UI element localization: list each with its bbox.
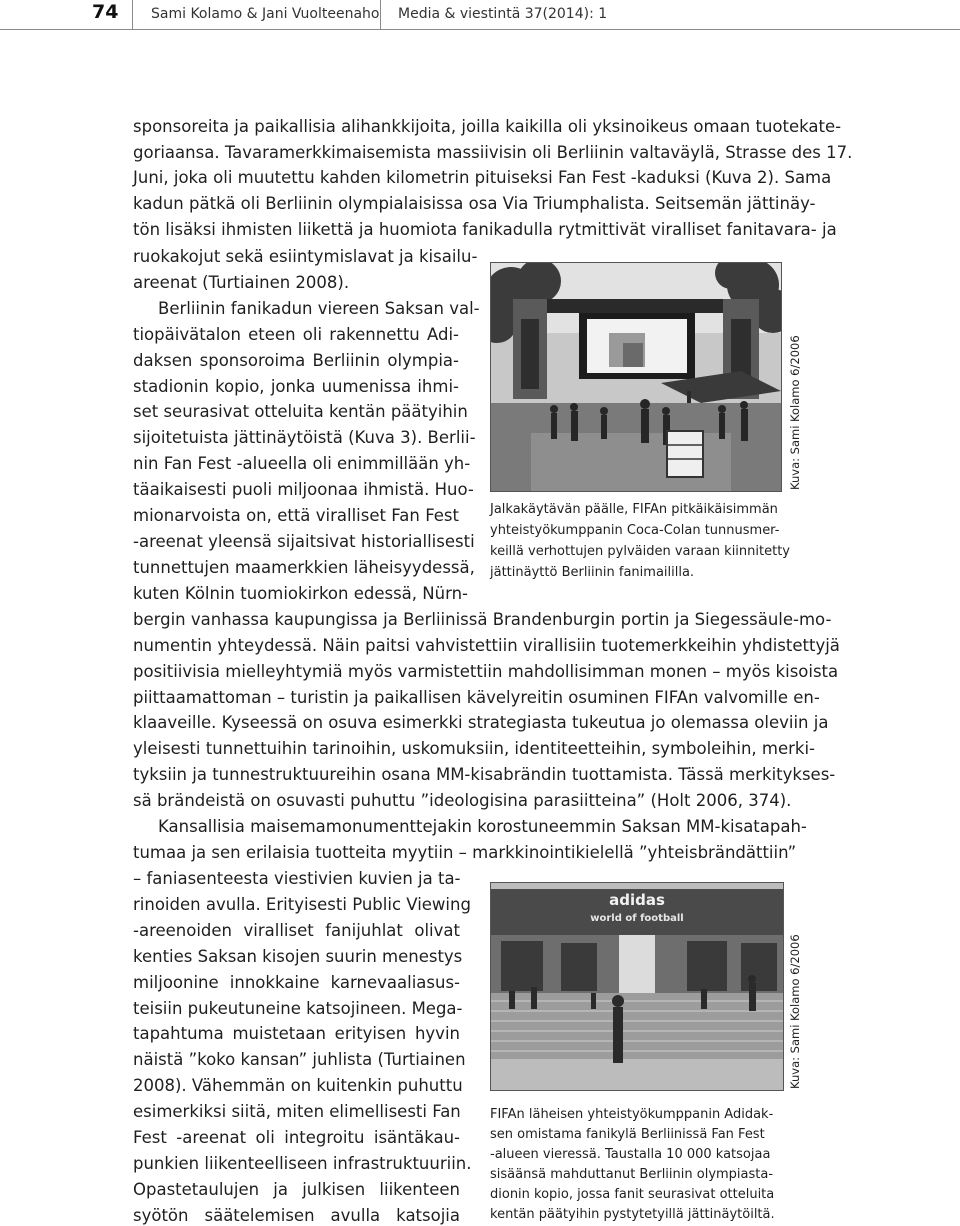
photo-credit: Kuva: Sami Kolamo 6/2006 <box>788 335 802 490</box>
photo-credit: Kuva: Sami Kolamo 6/2006 <box>788 934 802 1089</box>
figure-caption-line: sen omistama fanikylä Berliinissä Fan Fest <box>490 1127 765 1142</box>
text-line: rinoiden avulla. Erityisesti Public Viewing <box>133 895 471 914</box>
text-line: sijoitetuista jättinäytöistä (Kuva 3). Berlii- <box>133 428 476 447</box>
text-line: näistä ”koko kansan” juhlista (Turtiainen <box>133 1050 466 1069</box>
text-line: kadun pätkä oli Berliinin olympialaisissa osa Via Triumphalista. Seitsemän jättinäy- <box>133 194 816 213</box>
text-line: tön lisäksi ihmisten liikettä ja huomiota fanikadulla rytmittivät viralliset fanitavara- ja <box>133 220 837 239</box>
photo-adidas-fan-village <box>490 882 784 1091</box>
figure-caption-line: keillä verhottujen pylväiden varaan kiinnitetty <box>490 544 790 559</box>
text-line: yleisesti tunnettuihin tarinoihin, uskomuksiin, identiteetteihin, symboleihin, merki- <box>133 739 816 758</box>
text-line: sponsoreita ja paikallisia alihankkijoita, joilla kaikilla oli yksinoikeus omaan tuotekate- <box>133 117 842 136</box>
header-authors: Sami Kolamo & Jani Vuolteenaho <box>151 6 380 22</box>
figure-caption-line: kentän päätyihin pystytetyillä jättinäytöiltä. <box>490 1207 775 1222</box>
header-divider <box>380 0 381 30</box>
text-line: 2008). Vähemmän on kuitenkin puhuttu <box>133 1076 463 1095</box>
text-line: numentin yhteydessä. Näin paitsi vahvistettiin virallisiin tuotemerkkeihin yhdistettyjä <box>133 636 840 655</box>
text-line: kenties Saksan kisojen suurin menestys <box>133 947 463 966</box>
text-line: daksen sponsoroima Berliinin olympia- <box>133 351 459 370</box>
header-journal: Media & viestintä 37(2014): 1 <box>398 6 608 22</box>
text-line: positiivisia mielleyhtymiä myös varmistettiin mahdollisimman monen – myös kisoista <box>133 662 839 681</box>
text-line: klaaveille. Kyseessä on osuva esimerkki strategiasta tukeutua jo olemassa oleviin ja <box>133 713 829 732</box>
text-line: täaikaisesti puoli miljoonaa ihmistä. Huo- <box>133 480 474 499</box>
text-line: goriaansa. Tavaramerkkimaisemista massiivisin oli Berliinin valtaväylä, Strasse des 17. <box>133 143 853 162</box>
figure-caption-line: jättinäyttö Berliinin fanimaililla. <box>490 565 695 580</box>
text-line: ruokakojut sekä esiintymislavat ja kisailu- <box>133 247 478 266</box>
text-line: punkien liikenteelliseen infrastruktuuriin. <box>133 1154 472 1173</box>
text-line: syötön säätelemisen avulla katsojia <box>133 1206 460 1225</box>
header-rule <box>0 29 960 30</box>
header-divider <box>132 0 133 30</box>
running-header <box>0 0 960 30</box>
sign-subtitle-text: world of football <box>590 913 684 924</box>
text-line: stadionin kopio, jonka uumenissa ihmi- <box>133 377 459 396</box>
text-line: nin Fan Fest -alueella oli enimmillään yh- <box>133 454 471 473</box>
text-line: mionarvoista on, että viralliset Fan Fest <box>133 506 459 525</box>
figure-caption-line: -alueen vieressä. Taustalla 10 000 katsojaa <box>490 1147 771 1162</box>
text-line: esimerkiksi siitä, miten elimellisesti Fan <box>133 1102 461 1121</box>
text-line: bergin vanhassa kaupungissa ja Berliinissä Brandenburgin portin ja Siegessäule-mo- <box>133 610 832 629</box>
text-line: Berliinin fanikadun viereen Saksan val- <box>158 299 480 318</box>
text-line: tapahtuma muistetaan erityisen hyvin <box>133 1024 460 1043</box>
sign-brand-text: adidas <box>609 891 665 909</box>
text-line: -areenat yleensä sijaitsivat historiallisesti <box>133 532 475 551</box>
text-line: tunnettujen maamerkkien läheisyydessä, <box>133 558 475 577</box>
text-line: tiopäivätalon eteen oli rakennettu Adi- <box>133 325 459 344</box>
text-line: tyksiin ja tunnestruktuureihin osana MM-kisabrändin tuottamista. Tässä merkitykses- <box>133 765 836 784</box>
text-line: -areenoiden viralliset fanijuhlat olivat <box>133 921 460 940</box>
figure-caption-line: Jalkakäytävän päälle, FIFAn pitkäikäisimmän <box>490 502 778 517</box>
text-line: sä brändeistä on osuvasti puhuttu ”ideologisina parasiitteina” (Holt 2006, 374). <box>133 791 792 810</box>
text-line: Kansallisia maisemamonumenttejakin korostuneemmin Saksan MM-kisatapah- <box>158 817 807 836</box>
text-line: Juni, joka oli muutettu kahden kilometrin pituiseksi Fan Fest -kaduksi (Kuva 2). Sama <box>133 168 832 187</box>
text-line: tumaa ja sen erilaisia tuotteita myytiin – markkinointikielellä ”yhteisbrändättiin” <box>133 843 797 862</box>
text-line: set seurasivat otteluita kentän päätyihin <box>133 402 468 421</box>
text-line: kuten Kölnin tuomiokirkon edessä, Nürn- <box>133 584 468 603</box>
photo-giant-screen <box>490 262 782 492</box>
page-number: 74 <box>92 1 119 23</box>
text-line: – faniasenteesta viestivien kuvien ja ta- <box>133 869 461 888</box>
text-line: Fest -areenat oli integroitu isäntäkau- <box>133 1128 460 1147</box>
text-line: piittaamattoman – turistin ja paikallisen kävelyreitin osuminen FIFAn valvomille en- <box>133 688 820 707</box>
text-line: Opastetaulujen ja julkisen liikenteen <box>133 1180 460 1199</box>
figure-caption-line: FIFAn läheisen yhteistyökumppanin Adidak- <box>490 1107 774 1122</box>
figure-caption-line: dionin kopio, jossa fanit seurasivat otteluita <box>490 1187 775 1202</box>
text-line: areenat (Turtiainen 2008). <box>133 273 350 292</box>
text-line: teisiin pukeutuneine katsojineen. Mega- <box>133 999 463 1018</box>
text-line: miljoonine innokkaine karnevaaliasus- <box>133 973 460 992</box>
figure-caption-line: yhteistyökumppanin Coca-Colan tunnusmer- <box>490 523 780 538</box>
figure-caption-line: sisäänsä mahduttanut Berliinin olympiasta- <box>490 1167 774 1182</box>
